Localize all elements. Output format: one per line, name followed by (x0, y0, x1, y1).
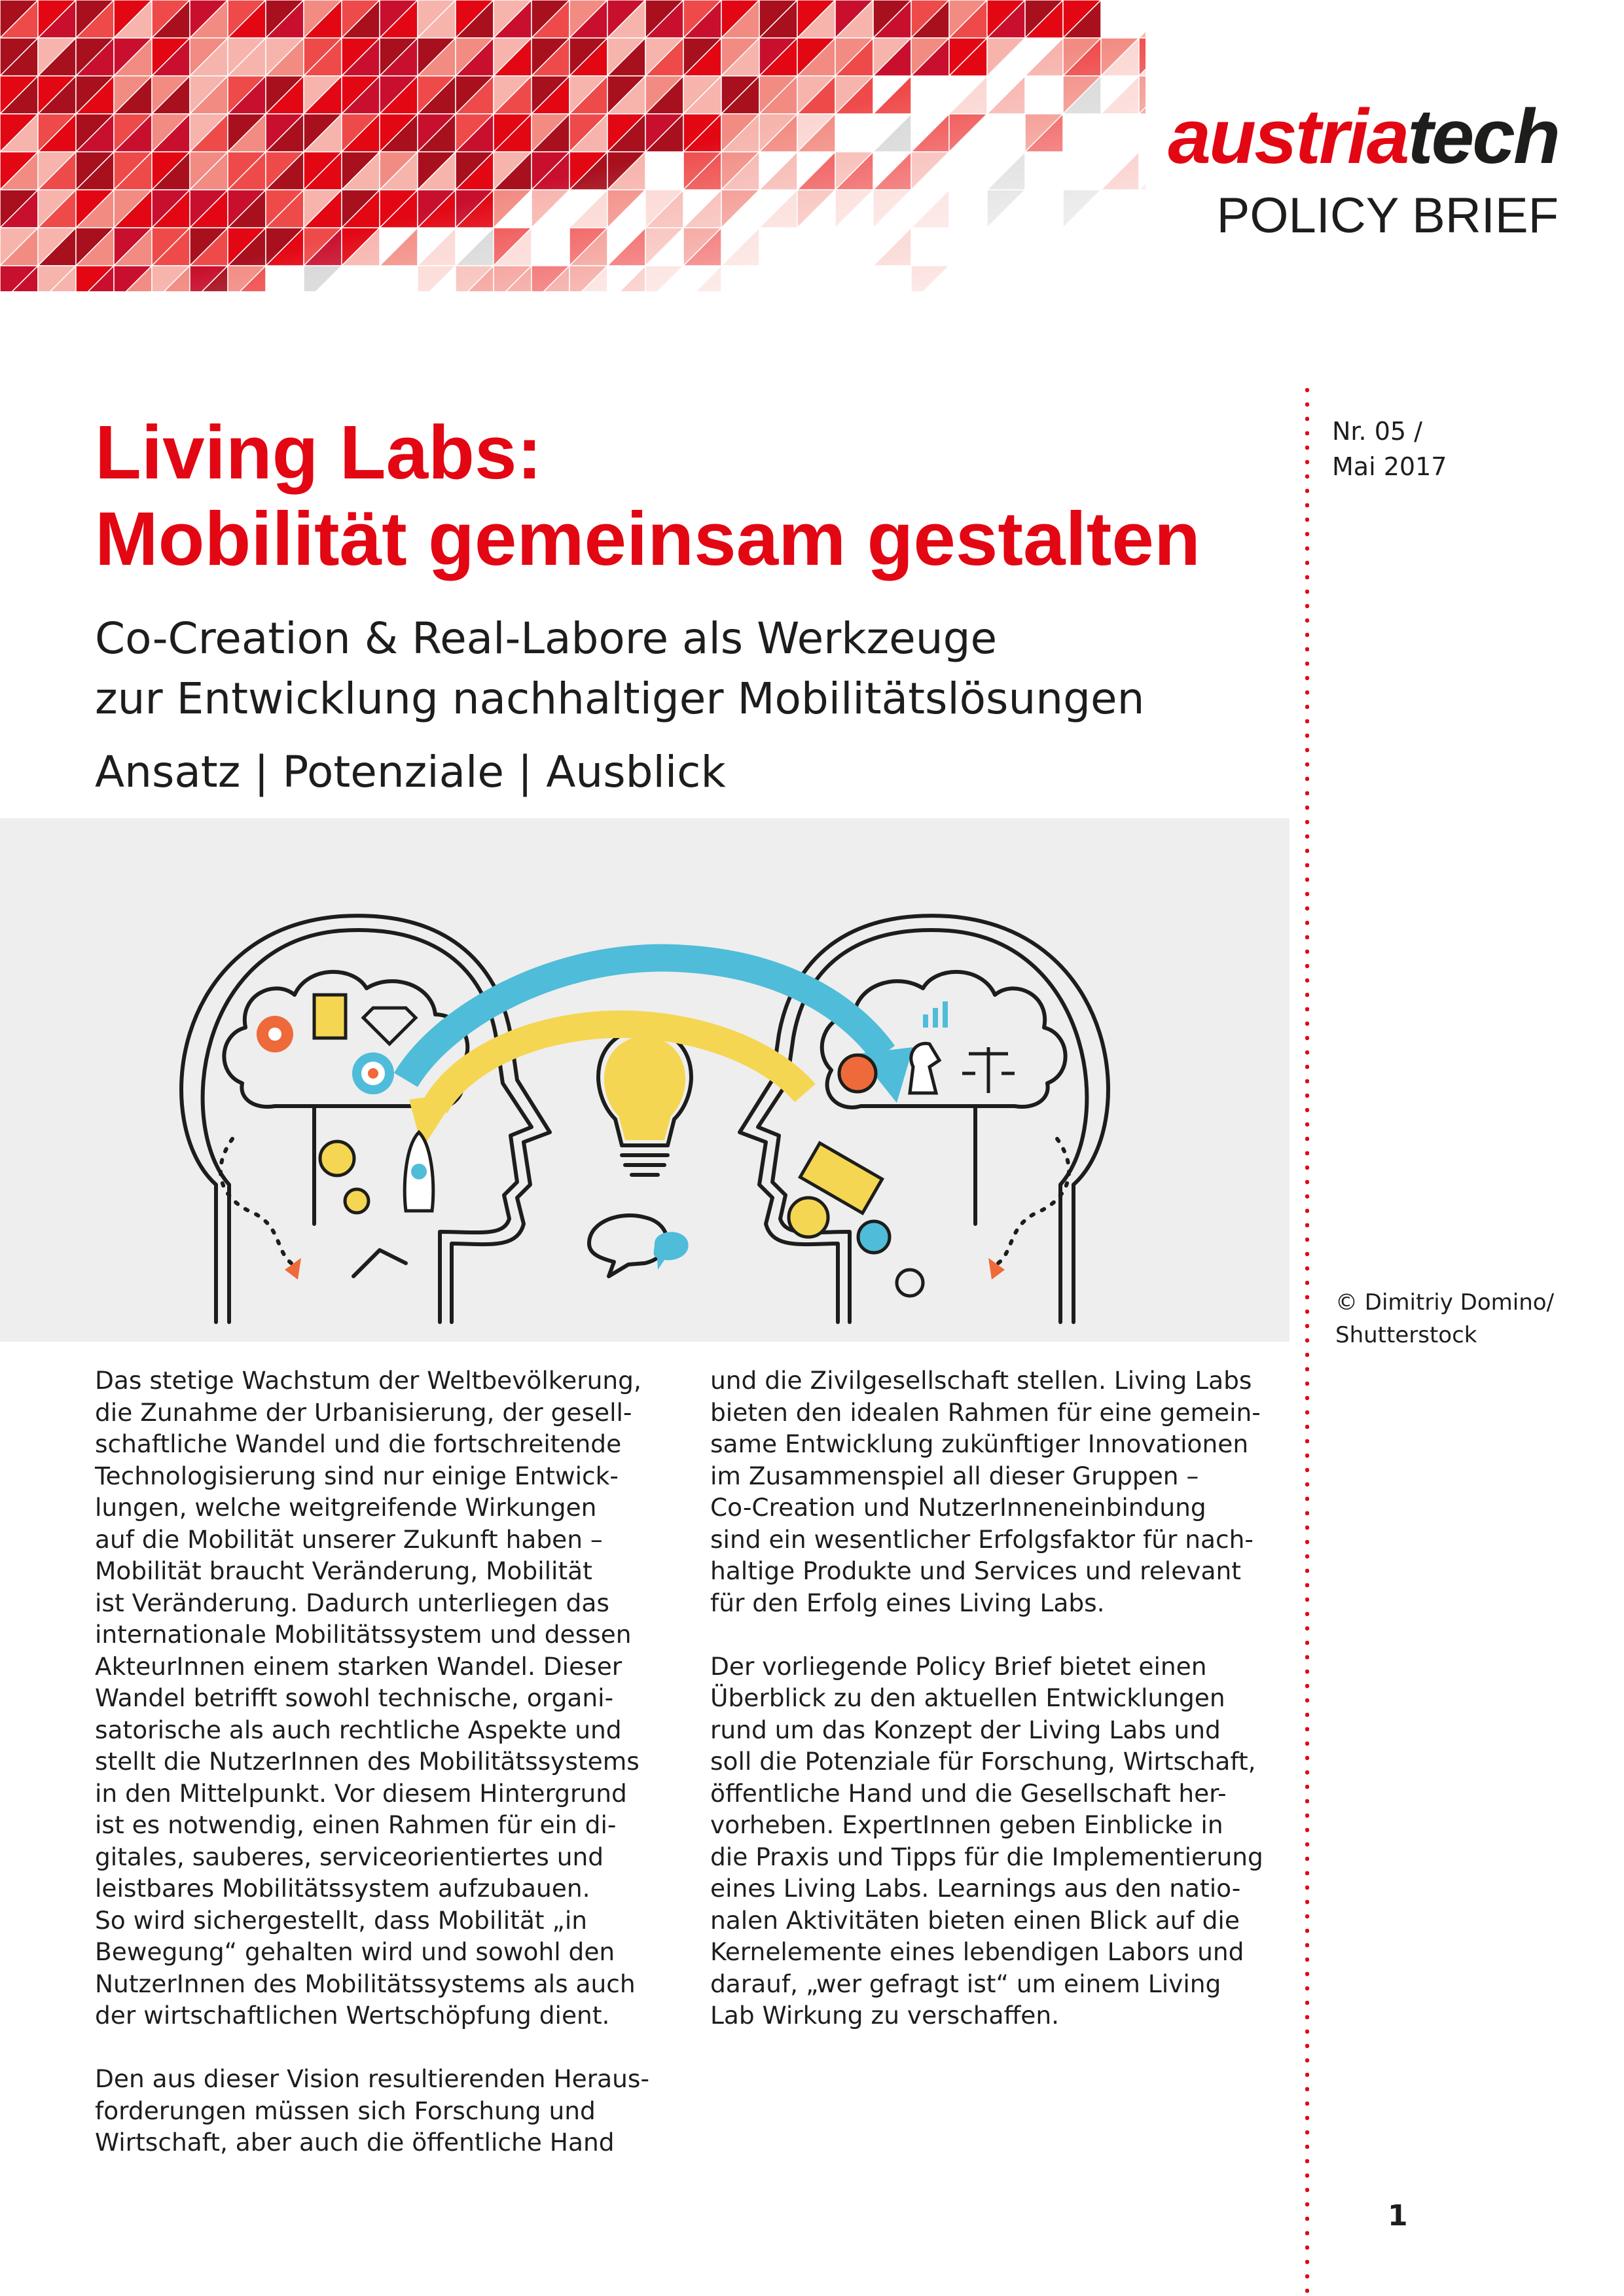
page-number: 1 (1388, 2199, 1408, 2233)
target-icon (352, 1052, 394, 1094)
clock-icon (839, 1055, 876, 1092)
tagline: Ansatz | Potenziale | Ausblick (95, 747, 726, 797)
subtitle-line-1: Co-Creation & Real-Labore als Werkzeuge (95, 613, 998, 664)
page-title (95, 409, 1286, 582)
austriatech-logo[interactable] (1168, 94, 1559, 180)
subtitle (95, 609, 1144, 729)
paragraph: Den aus dieser Vision resultierenden Heraus- forderungen müssen sich Forschung und Wirtschaft, aber auch die öffentliche Hand (95, 2064, 649, 2157)
dotted-divider (1305, 383, 1309, 2296)
logo-part-tech: tech (1407, 94, 1559, 180)
credit-line-2: Shutterstock (1335, 1322, 1477, 1348)
paragraph: Das stetige Wachstum der Weltbevölkerung, die Zunahme der Urbanisierung, der gesell- schaftliche Wandel und die fortschreitende Technologisierung sind nur einige Entwick- lungen, welche weitgreifende Wirkungen auf die Mobilität unserer Zukunft haben – Mobilität braucht Veränderung, Mobilität ist Veränderung. Dadurch unterliegen das internationale Mobilitätssystem und dessen AkteurInnen einem starken Wandel. Dieser Wandel betrifft sowohl technische, organi- satorische als auch rechtliche Aspekte und stellt die NutzerInnen des Mobilitätssystems in den Mittelpunkt. Vor diesem Hintergrund ist es notwendig, einen Rahmen für ein di- gitales, sauberes, serviceorientiertes und leistbares Mobilitätssystem aufzubauen. So wird sichergestellt, dass Mobilität „in Bewegung“ gehalten wird und sowohl den NutzerInnen des Mobilitätssystems als auch der wirtschaftlichen Wertschöpfung dient. (95, 1366, 641, 2030)
issue-date: Mai 2017 (1332, 452, 1447, 481)
coin-icon (789, 1198, 828, 1237)
mosaic-fade (0, 0, 1146, 291)
credit-line-1: © Dimitriy Domino/ (1335, 1289, 1555, 1316)
issue-number: Nr. 05 / (1332, 417, 1422, 446)
subtitle-line-2: zur Entwicklung nachhaltiger Mobilitätslösungen (95, 673, 1145, 724)
triangle-mosaic-banner (0, 0, 1146, 291)
paragraph: Der vorliegende Policy Brief bietet einen Überblick zu den aktuellen Entwicklungen rund um das Konzept der Living Labs und soll die Potenziale für Forschung, Wirtschaft, öffentliche Hand und die Gesellschaft her- vorheben. ExpertInnen geben Einblicke in die Praxis und Tipps für die Implementierung eines Living Labs. Learnings aus den natio- nalen Aktivitäten bieten einen Blick auf die Kernelemente eines lebendigen Labors und darauf, „wer gefragt ist“ um einem Living Lab Wirkung zu verschaffen. (710, 1651, 1263, 2030)
body-column-right (710, 1365, 1286, 2063)
image-credit (1335, 1286, 1554, 1352)
gear-icon (257, 1016, 293, 1052)
co-creation-illustration (0, 818, 1290, 1342)
body-column-left (95, 1365, 671, 2190)
title-line-2: Mobilität gemeinsam gestalten (95, 496, 1200, 581)
logo-part-austria: austria (1168, 94, 1408, 180)
issue-info (1332, 414, 1447, 484)
doc-type-label: POLICY BRIEF (1216, 188, 1559, 243)
title-line-1: Living Labs: (95, 410, 543, 495)
clipboard-icon (314, 995, 346, 1038)
paragraph: und die Zivilgesellschaft stellen. Living Labs bieten den idealen Rahmen für eine gemein- same Entwicklung zukünftiger Innovationen im Zusammenspiel all dieser Gruppen – Co-Creation und NutzerInneneinbindung sind ein wesentlicher Erfolgsfaktor für nach- haltige Produkte und Services und relevant für den Erfolg eines Living Labs. (710, 1366, 1261, 1617)
